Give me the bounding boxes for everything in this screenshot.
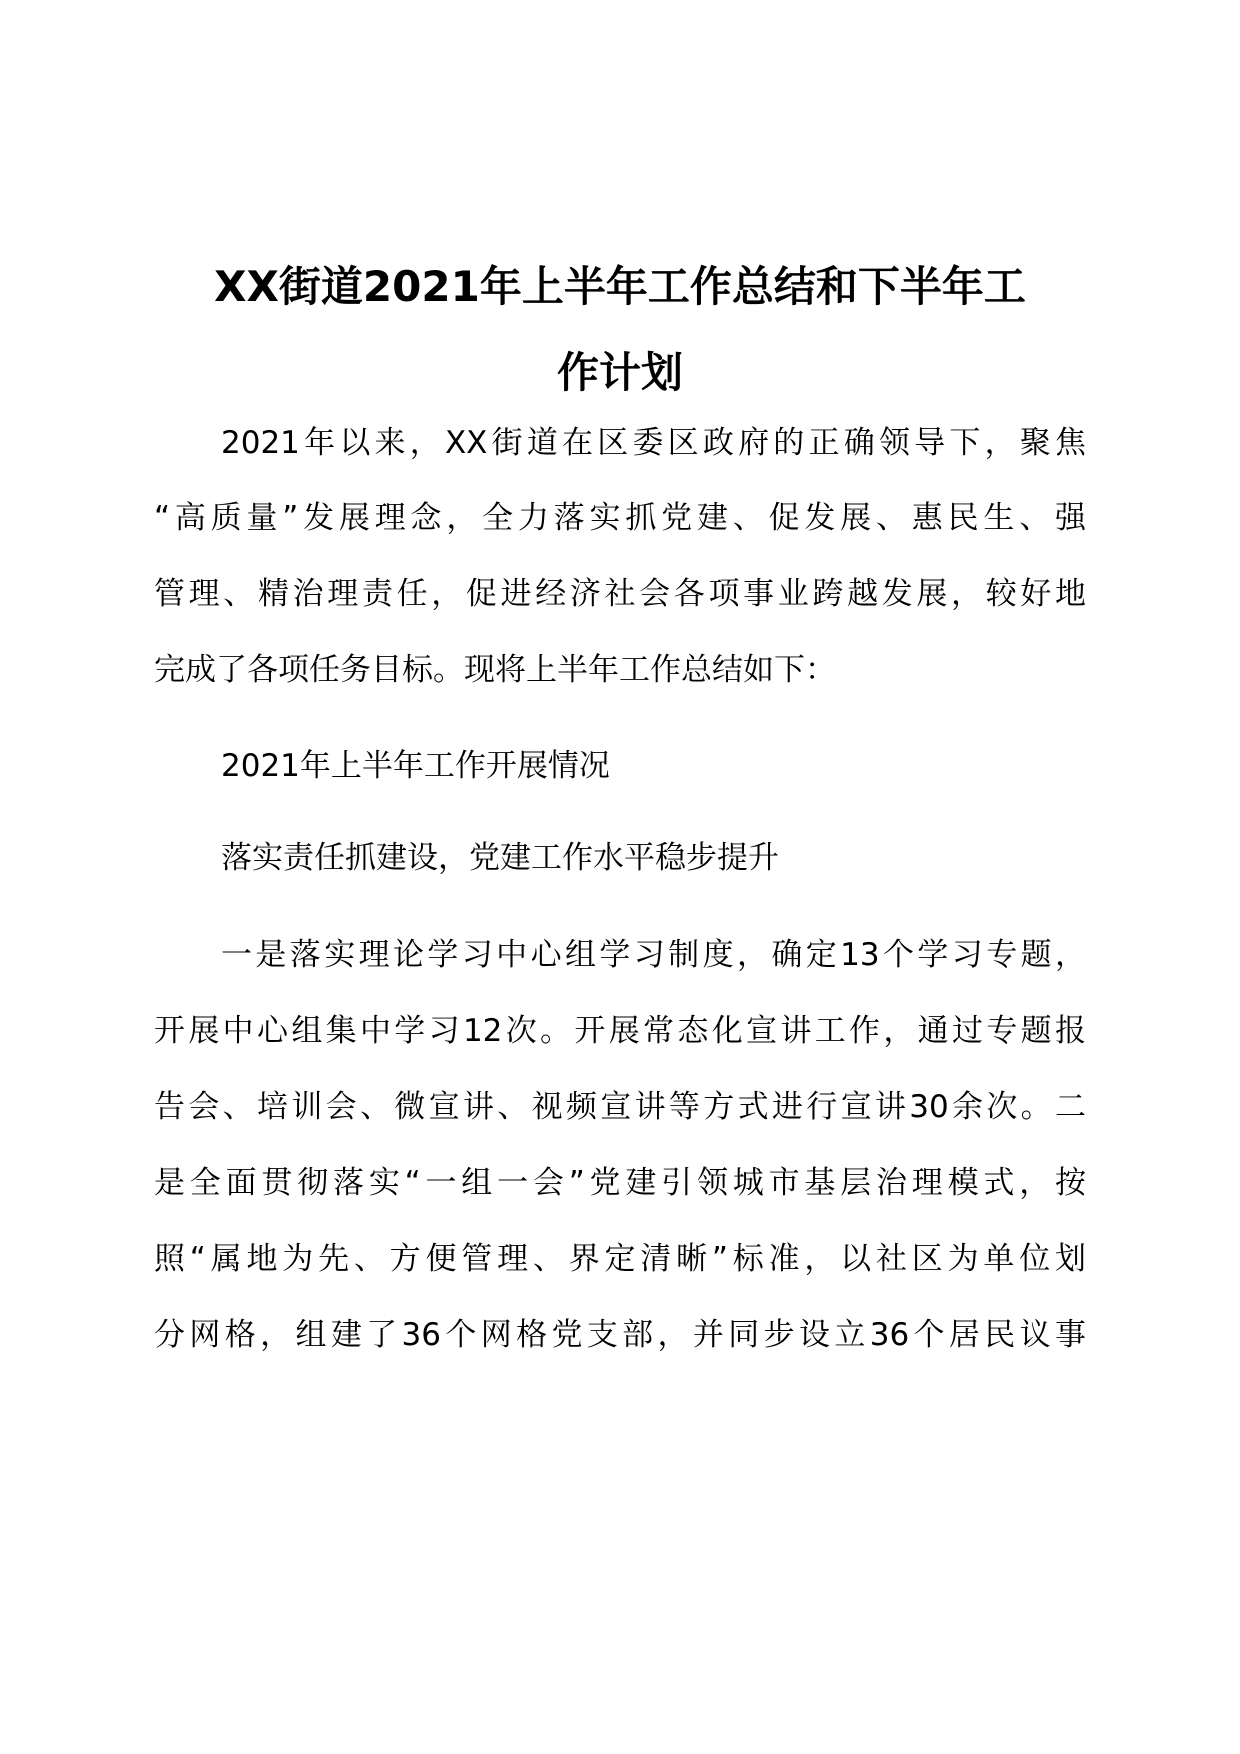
- body-line-2: 开展中心组集中学习12次。开展常态化宣讲工作，通过专题报: [154, 1013, 1086, 1049]
- intro-line-4: 完成了各项任务目标。现将上半年工作总结如下：: [154, 652, 836, 688]
- subsection-heading: 落实责任抓建设，党建工作水平稳步提升: [221, 840, 779, 876]
- body-line-5: 照“属地为先、方便管理、界定清晰”标准，以社区为单位划: [154, 1241, 1086, 1277]
- body-line-4: 是全面贯彻落实“一组一会”党建引领城市基层治理模式，按: [154, 1165, 1086, 1201]
- intro-line-3: 管理、精治理责任，促进经济社会各项事业跨越发展，较好地: [154, 576, 1086, 612]
- document-title-line-2: 作计划: [556, 348, 683, 397]
- intro-line-2: “高质量”发展理念，全力落实抓党建、促发展、惠民生、强: [154, 500, 1086, 536]
- document-title-line-1: XX街道2021年上半年工作总结和下半年工: [214, 262, 1026, 311]
- body-line-6: 分网格，组建了36个网格党支部，并同步设立36个居民议事: [154, 1317, 1086, 1353]
- body-line-3: 告会、培训会、微宣讲、视频宣讲等方式进行宣讲30余次。二: [154, 1089, 1086, 1125]
- section-heading: 2021年上半年工作开展情况: [221, 748, 610, 784]
- intro-line-1: 2021年以来，XX街道在区委区政府的正确领导下，聚焦: [221, 425, 1086, 461]
- body-line-1: 一是落实理论学习中心组学习制度，确定13个学习专题，: [221, 937, 1086, 973]
